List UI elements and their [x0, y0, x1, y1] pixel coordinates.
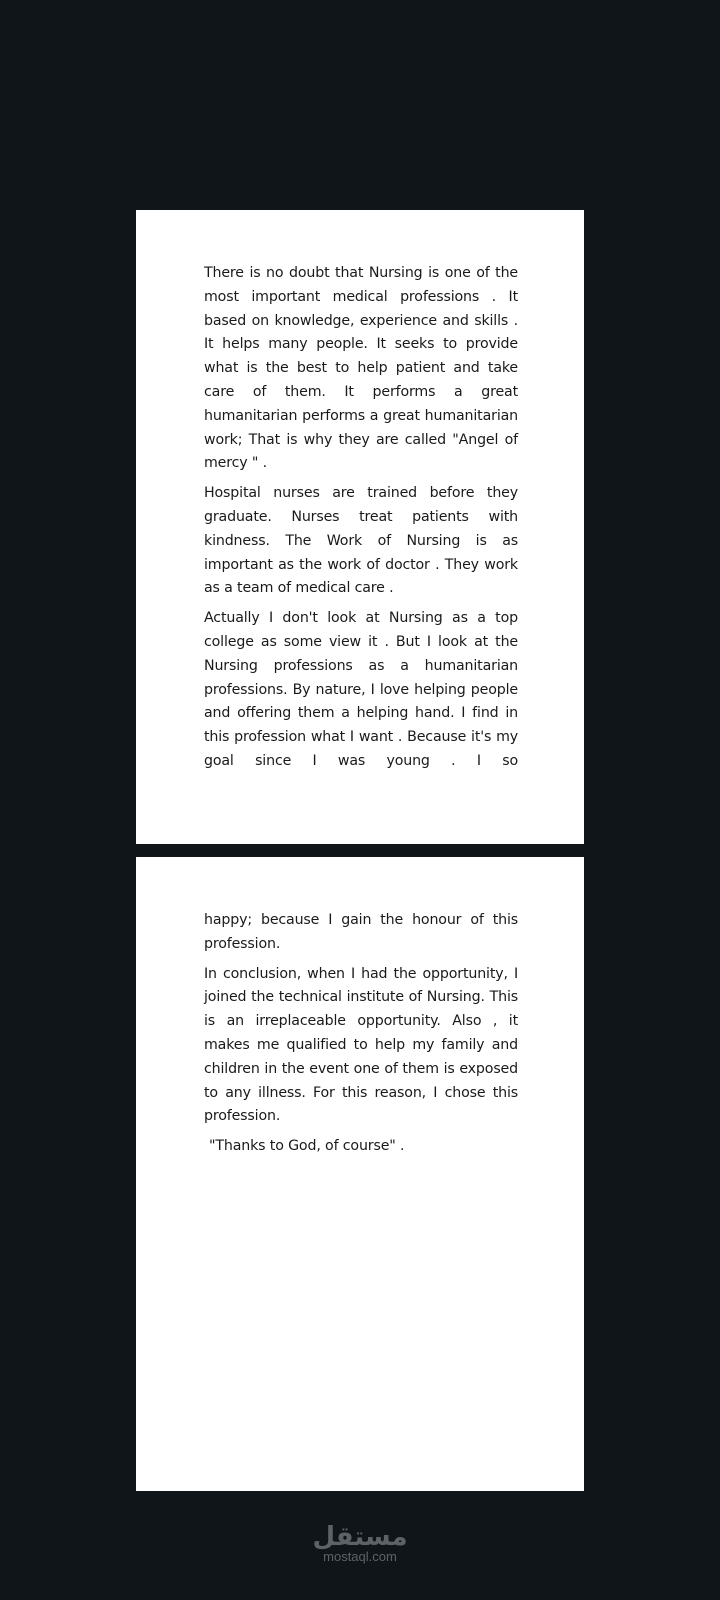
paragraph-hospital-nurses: Hospital nurses are trained before they graduate. Nurses treat patients with kindness. The Work of Nursing is as important as the work of doctor . They work as a team of medical care .: [204, 485, 518, 597]
paragraph-conclusion: In conclusion, when I had the opportunity, I joined the technical institute of Nursing. This is an irreplaceable opportunity. Also , it makes me qualified to help my family and children in the event one of them is exposed to any illness. For this reason, I chose this profession.: [204, 965, 518, 1125]
watermark-domain: mostaql.com: [323, 1549, 397, 1564]
paragraph-thanks-quote: "Thanks to God, of course" .: [209, 1138, 405, 1155]
watermark-arabic-logo: مستقل: [312, 1522, 408, 1552]
document-page-2: [136, 857, 584, 1491]
paragraph-happy: happy; because I gain the honour of this profession.: [204, 912, 518, 952]
paragraph-actually: Actually I don't look at Nursing as a top college as some view it . But I look at the Nursing professions as a humanitarian professions. By nature, I love helping people and offering them a helping hand. I find in this profession what I want . Because it's my goal since I was young . I so: [204, 610, 518, 769]
page-1-text: [204, 262, 518, 780]
paragraph-nursing-intro: There is no doubt that Nursing is one of the most important medical professions . It based on knowledge, experience and skills . It helps many people. It seeks to provide what is the best to help patient and take care of them. It performs a great humanitarian performs a great humanitarian work; That is why they are called "Angel of mercy " .: [204, 265, 518, 472]
page-2-text: [204, 909, 518, 1165]
mostaql-watermark: [0, 1522, 720, 1564]
document-page-1: [136, 210, 584, 844]
